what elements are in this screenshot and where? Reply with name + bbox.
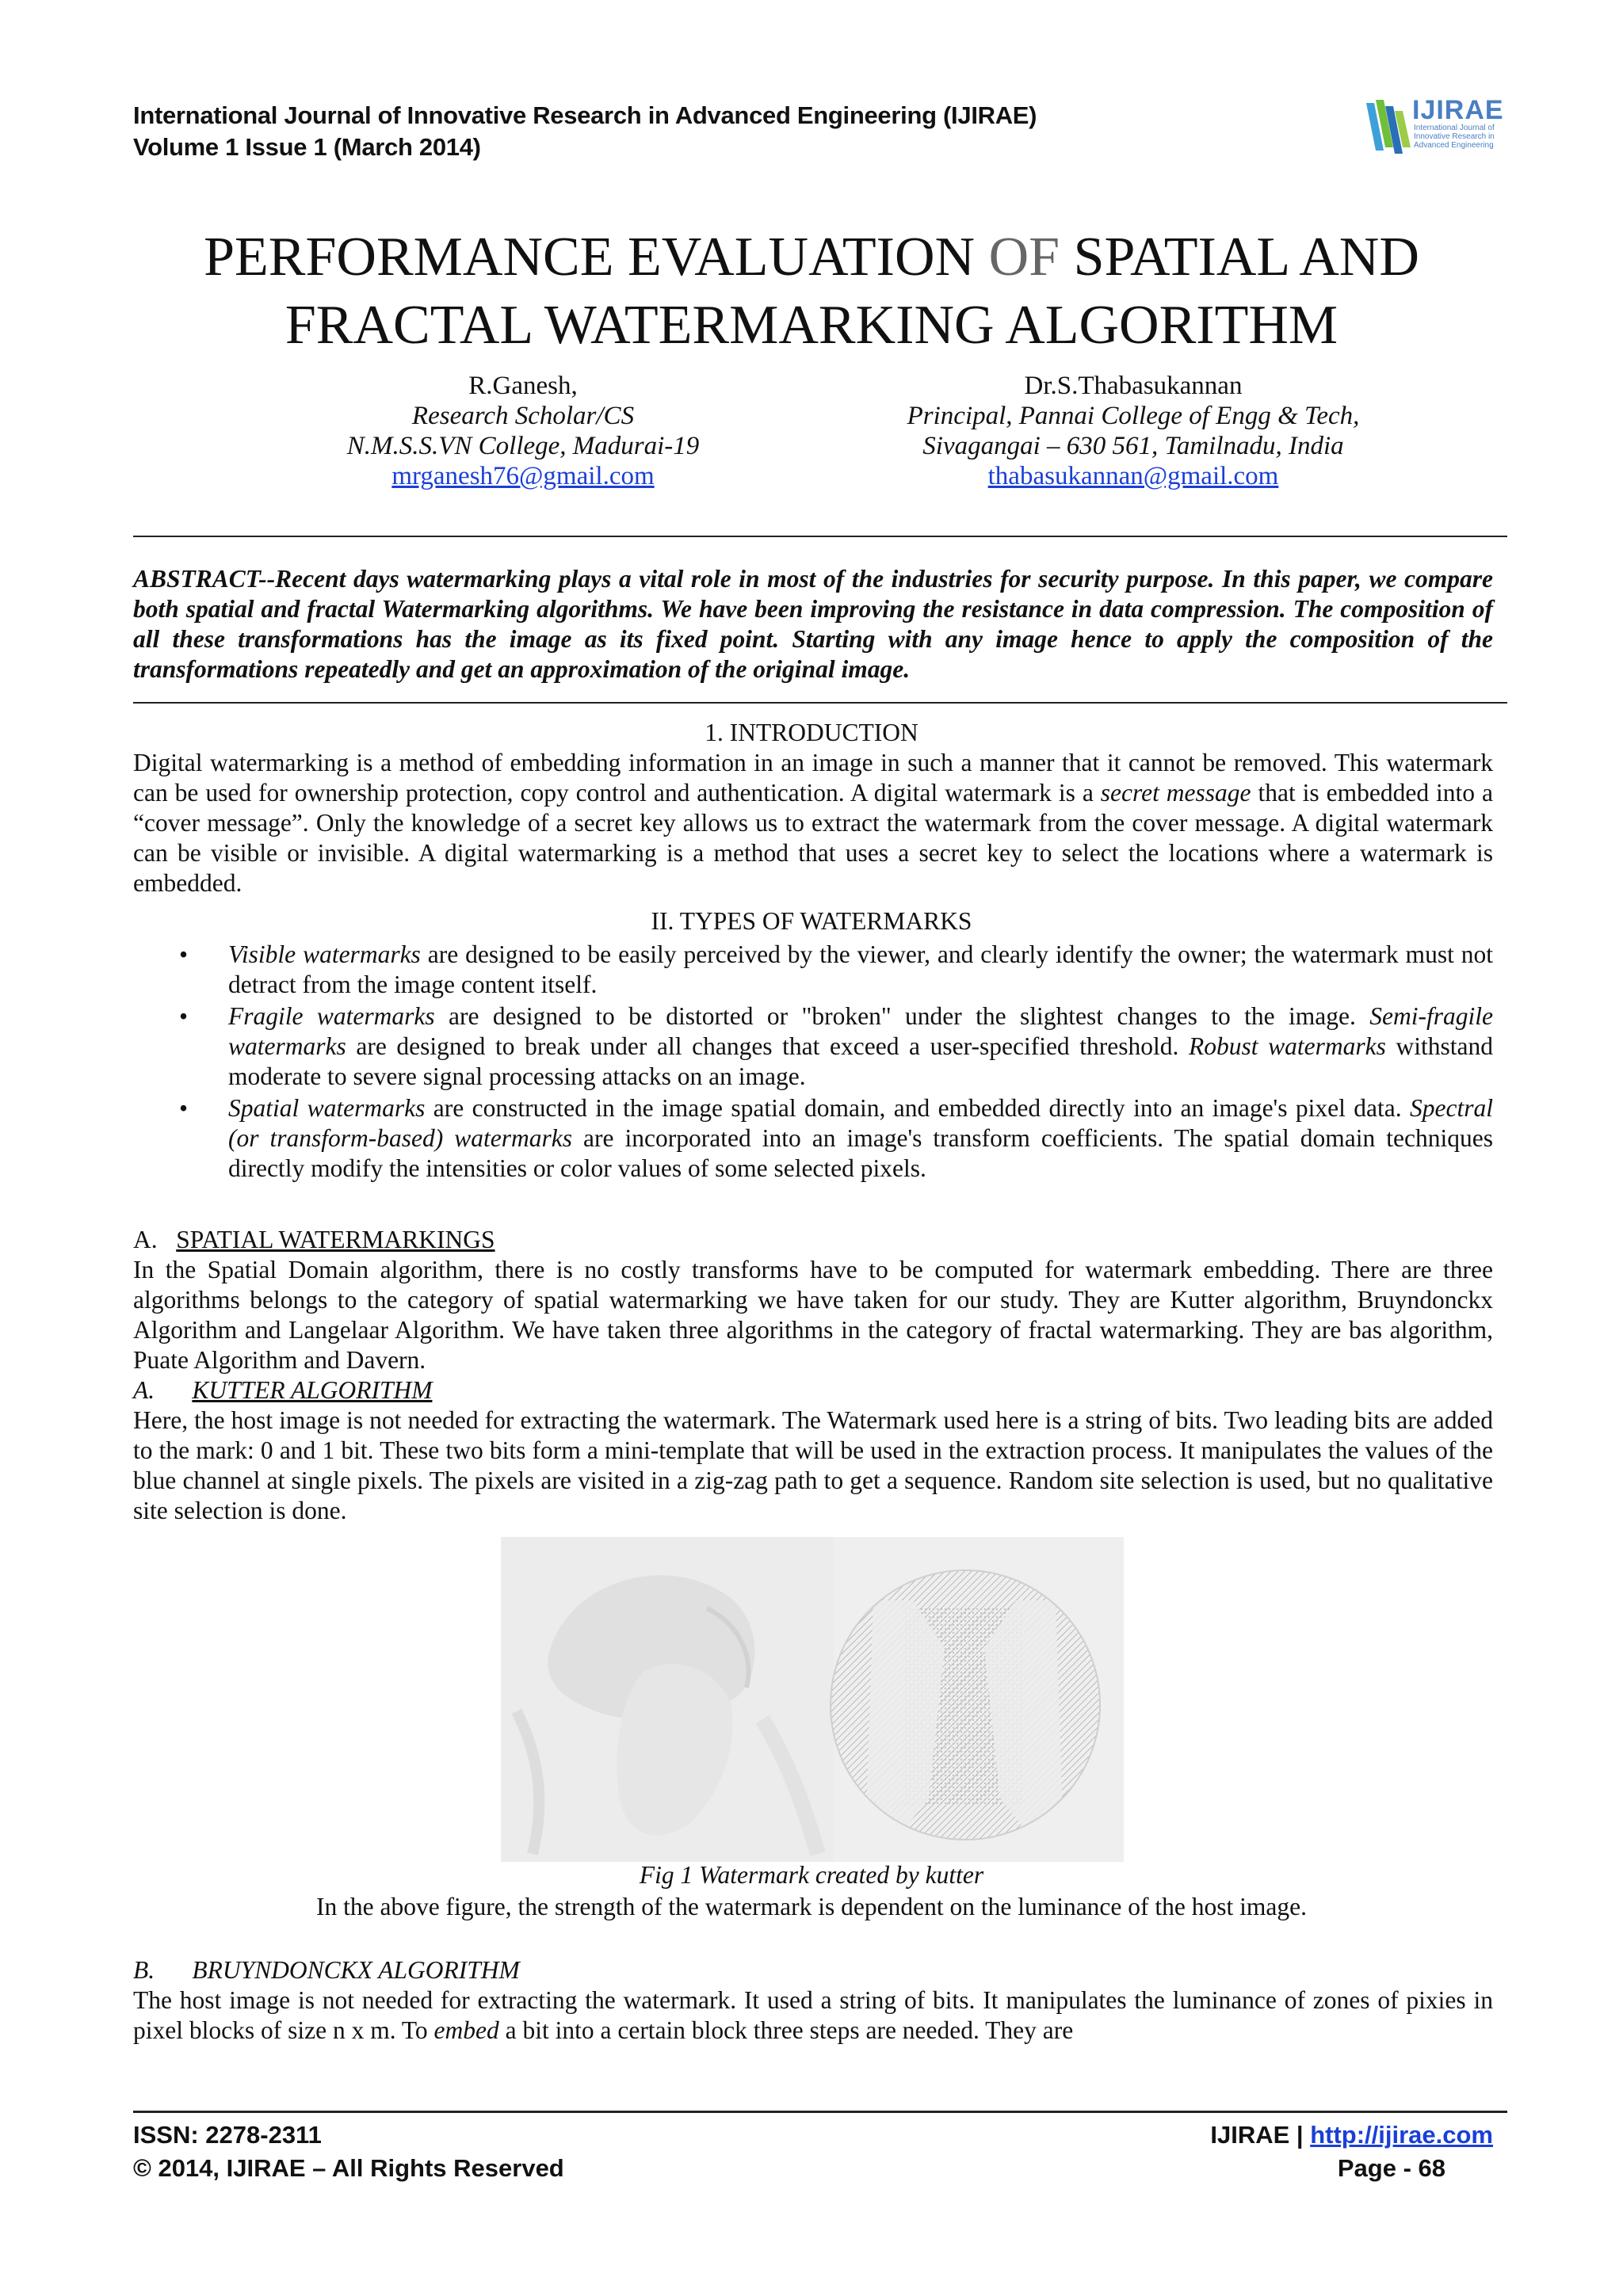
watermark-figure-graphic [501, 1537, 1124, 1862]
copyright: © 2014, IJIRAE – All Rights Reserved [133, 2154, 564, 2182]
title-line-1: PERFORMANCE EVALUATION OF SPATIAL AND [204, 227, 1419, 288]
divider-top [133, 536, 1507, 537]
divider-abstract [133, 702, 1507, 704]
abstract: ABSTRACT--Recent days watermarking plays a vital role in most of the industries for security purpose. In this paper, we compare both spatial and fractal Watermarking algorithms. We have been improving the resistance in data compression. The composition of all these transformations has the image as its fixed point. Starting with any image hence to apply the composition of the transformations repeatedly and get an approximation of the original image. [133, 565, 1493, 683]
spatial-heading: A. SPATIAL WATERMARKINGS [133, 1226, 495, 1253]
footer-brand: IJIRAE | [1210, 2121, 1311, 2149]
figure-explanation: In the above figure, the strength of the watermark is dependent on the luminance of the host image. [316, 1893, 1307, 1920]
title-line-2: FRACTAL WATERMARKING ALGORITHM [285, 295, 1338, 356]
issn: ISSN: 2278-2311 [133, 2121, 322, 2149]
author-email-link[interactable]: thabasukannan@gmail.com [987, 462, 1279, 490]
bullet-icon: • [179, 1094, 189, 1122]
footer-right [1210, 2119, 1493, 2185]
logo-text: IJIRAE [1412, 95, 1504, 125]
author-email-link[interactable]: mrganesh76@gmail.com [391, 462, 655, 490]
divider-footer [133, 2111, 1507, 2113]
list-item: • Fragile watermarks are designed to be distorted or "broken" under the slightest changes to the image. Semi-fragile watermarks are designed to break under all changes that exceed a user-specified threshold. Robust watermarks withstand moderate to severe signal processing attacks on an image. [179, 1002, 1494, 1090]
author-name: Dr.S.Thabasukannan [1024, 372, 1243, 400]
journal-volume: Volume 1 Issue 1 (March 2014) [133, 133, 481, 161]
paper-title [0, 223, 1623, 360]
bruyndonckx-heading: B. BRUYNDONCKX ALGORITHM [133, 1956, 520, 1984]
bullet-icon: • [179, 940, 189, 968]
intro-heading: 1. INTRODUCTION [705, 719, 918, 746]
logo-stripes-icon [1363, 95, 1412, 158]
author-1 [317, 371, 729, 491]
journal-name: International Journal of Innovative Research in Advanced Engineering (IJIRAE) [133, 101, 1037, 129]
author-role: Research Scholar/CS [411, 402, 635, 430]
kutter-paragraph: Here, the host image is not needed for extracting the watermark. The Watermark used here is a string of bits. Two leading bits are added to the mark: 0 and 1 bit. These two bits form a mini-template that will be used in the extraction process. It manipulates the values of the blue channel at single pixels. The pixels are visited in a zig-zag path to get a sequence. Random site selection is used, but no qualitative site selection is done. [133, 1406, 1493, 1524]
bruyndonckx-paragraph: The host image is not needed for extracting the watermark. It used a string of bits. It manipulates the luminance of zones of pixies in pixel blocks of size n x m. To embed a bit into a certain block three steps are needed. They are [133, 1986, 1493, 2044]
author-2 [880, 371, 1387, 491]
figure-watermark-image [501, 1537, 1124, 1862]
footer-left [133, 2119, 564, 2185]
intro-paragraph: Digital watermarking is a method of embedding information in an image in such a manner that it cannot be removed. This watermark can be used for ownership protection, copy control and authentication. A digital watermark is a secret message that is embedded into a “cover message”. Only the knowledge of a secret key allows us to extract the watermark from the cover message. A digital watermark can be visible or invisible. A digital watermarking is a method that uses a secret key to select the locations where a watermark is embedded. [133, 749, 1493, 897]
types-heading: II. TYPES OF WATERMARKS [651, 907, 972, 935]
page-number: Page - 68 [1337, 2154, 1445, 2182]
types-list [179, 940, 1494, 1185]
journal-header [133, 100, 1037, 163]
author-role: Principal, Pannai College of Engg & Tech, [907, 402, 1360, 430]
figure-caption: Fig 1 Watermark created by kutter [639, 1861, 984, 1889]
author-affiliation: Sivagangai – 630 561, Tamilnadu, India [922, 432, 1344, 460]
author-name: R.Ganesh, [468, 372, 578, 400]
journal-logo [1363, 95, 1522, 158]
list-item: • Visible watermarks are designed to be easily perceived by the viewer, and clearly identify the owner; the watermark must not detract from the image content itself. [179, 940, 1493, 998]
list-item: • Spatial watermarks are constructed in the image spatial domain, and embedded directly into an image's pixel data. Spectral (or transform-based) watermarks are incorporated into an image's transform coefficients. The spatial domain techniques directly modify the intensities or color values of some selected pixels. [179, 1094, 1493, 1182]
author-affiliation: N.M.S.S.VN College, Madurai-19 [346, 432, 700, 460]
kutter-heading: A. KUTTER ALGORITHM [133, 1376, 433, 1404]
spatial-paragraph: In the Spatial Domain algorithm, there is no costly transforms have to be computed for watermark embedding. There are three algorithms belongs to the category of spatial watermarking we have taken for our study. They are Kutter algorithm, Bruyndonckx Algorithm and Langelaar Algorithm. We have taken three algorithms in the category of fractal watermarking. They are bas algorithm, Puate Algorithm and Davern. [133, 1256, 1493, 1374]
journal-url-link[interactable]: http://ijirae.com [1310, 2121, 1493, 2149]
bullet-icon: • [179, 1002, 189, 1030]
logo-subtext: International Journal of Innovative Research in Advanced Engineering [1414, 124, 1495, 150]
